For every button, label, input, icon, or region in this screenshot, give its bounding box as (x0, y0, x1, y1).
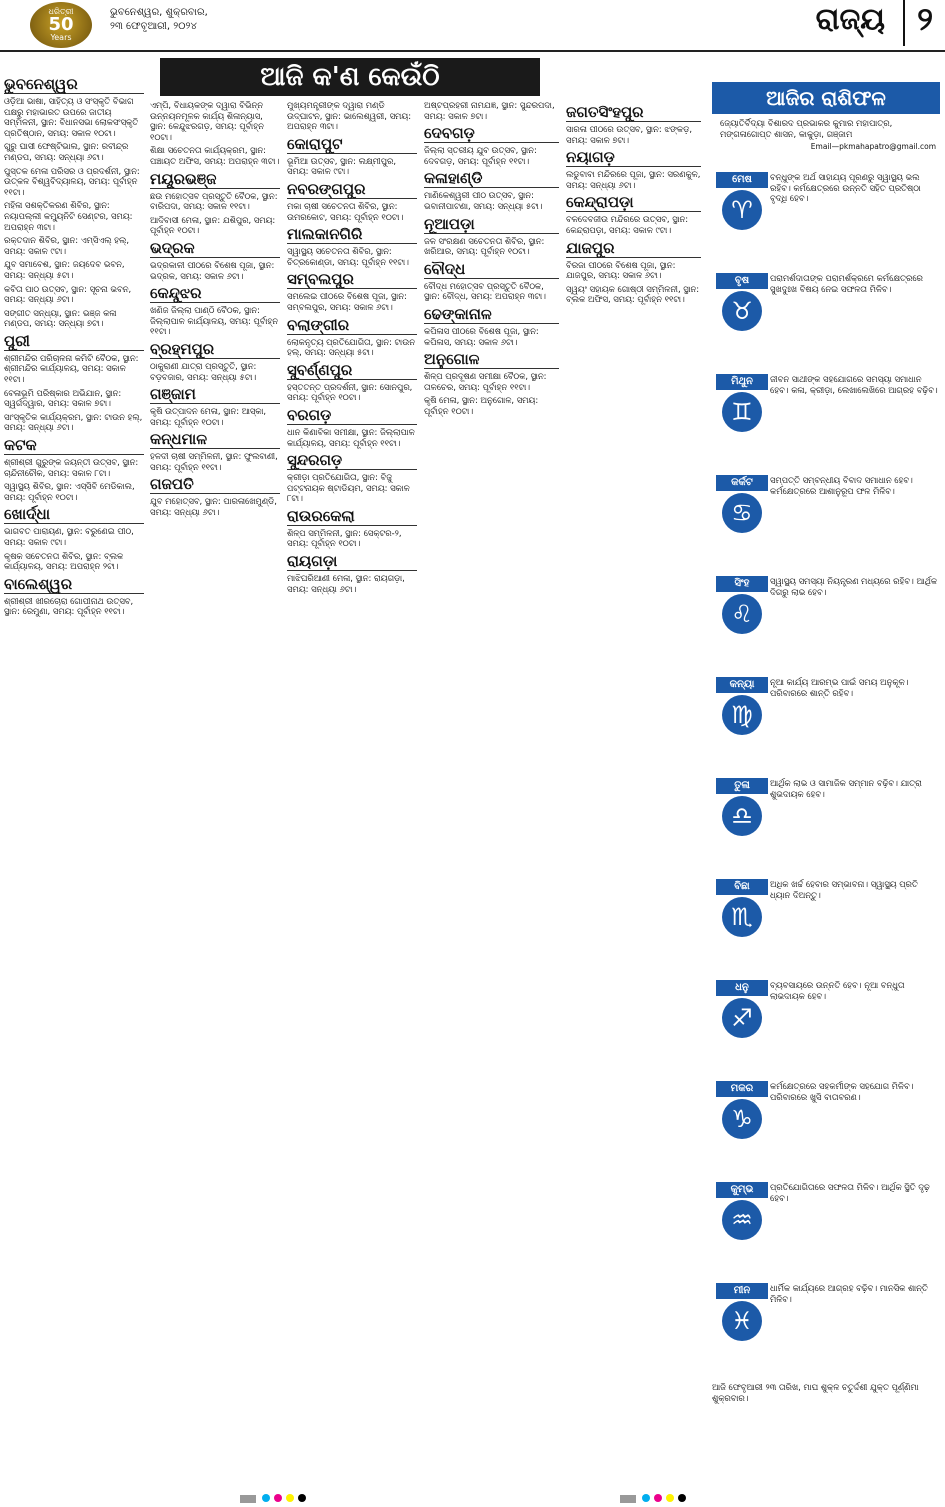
event-item: ସାରଳା ପୀଠରେ ଉତ୍ସବ, ସ୍ଥାନ: ଝଙ୍କଡ଼, ସମୟ: ସକାଳ ୭ଟା। (566, 124, 692, 145)
color-marks-right (620, 1488, 688, 1498)
district-heading: ପୁରୀ (4, 332, 144, 351)
events-banner: ଆଜି କ'ଣ କେଉଁଠି (160, 58, 540, 96)
cmyk-dot (298, 1494, 306, 1502)
event-item: ଜଳ ସଂରକ୍ଷଣ ସଚେତନତା ଶିବିର, ସ୍ଥାନ: ଖରିଆର, ସମୟ: ପୂର୍ବାହ୍ନ ୧୦ଟା। (424, 235, 545, 257)
sign-forecast: ସମ୍ପତ୍ତି ସମ୍ବନ୍ଧୀୟ ବିବାଦ ସମାଧାନ ହେବ। କର୍ମକ୍ଷେତ୍ରରେ ଆଶାନୁରୂପ ଫଳ ମିଳିବ। (770, 475, 913, 496)
horoscope-email: Email—pkmahapatro@gmail.com (810, 142, 936, 151)
cmyk-dot (262, 1494, 270, 1502)
cmyk-dot (678, 1494, 686, 1502)
event-item: ବିରଜା ପୀଠରେ ବିଶେଷ ପୂଜା, ସ୍ଥାନ: ଯାଜପୁର, ସମୟ: ସକାଳ ୬ଟା। (566, 259, 676, 281)
event-item: ହଳଦୀ ଚାଷୀ ସମ୍ମିଳନୀ, ସ୍ଥାନ: ଫୁଲବାଣୀ, ସମୟ: ପୂର୍ବାହ୍ନ ୧୧ଟା। (150, 451, 278, 472)
zodiac-icon: ♎ (722, 796, 762, 836)
event-item: କବିତା ପାଠ ଉତ୍ସବ, ସ୍ଥାନ: ସୂଚନା ଭବନ, ସମୟ: ସନ୍ଧ୍ୟା ୬ଟା। (4, 283, 132, 305)
registration-gray-mark (240, 1495, 256, 1503)
district-heading: ନୂଆପଡ଼ା (424, 215, 559, 234)
district-heading: କଟକ (4, 436, 144, 455)
event-item: ବୌଦ୍ଧ ମହୋତ୍ସବ ପ୍ରସ୍ତୁତି ବୈଠକ, ସ୍ଥାନ: ବୌଦ୍ଧ, ସମୟ: ଅପରାହ୍ନ ୩ଟା। (424, 280, 546, 302)
sign-forecast: ପ୍ରତିଯୋଗିତାରେ ସଫଳତା ମିଳିବ। ଆର୍ଥିକ ସ୍ଥିତି ଦୃଢ଼ ହେବ। (770, 1182, 930, 1203)
district-heading: ସମ୍ବଲପୁର (287, 270, 417, 289)
sign-forecast: ବନ୍ଧୁଙ୍କ ଅର୍ଥ ସାହାଯ୍ୟ ପୂରଣରୁ ସ୍ୱାସ୍ଥ୍ୟ ଭଲ ରହିବ। କର୍ମକ୍ଷେତ୍ରରେ ଉନ୍ନତି ସହିତ ପ୍ରତିଷ୍ଠା ବୃଦ୍ଧି ହେବ। (770, 172, 921, 204)
logo-years: 50 (48, 14, 74, 35)
district-heading: ଖୋର୍ଦ୍ଧା (4, 505, 144, 524)
district-heading: ଦେବଗଡ଼ (424, 124, 559, 143)
event-item: ଲୋକନୃତ୍ୟ ପ୍ରତିଯୋଗିତା, ସ୍ଥାନ: ଟାଉନ ହଲ୍, ସମୟ: ସନ୍ଧ୍ୟା ୫ଟା। (287, 336, 415, 358)
cmyk-dot (274, 1494, 282, 1502)
section-title: ରାଜ୍ୟ (815, 2, 885, 37)
zodiac-icon: ♒ (722, 1200, 762, 1240)
district-heading: ଗଞ୍ଜାମ (150, 385, 280, 404)
horoscope-sign (712, 172, 940, 266)
district-heading: କଳାହାଣ୍ଡି (424, 169, 559, 188)
zodiac-icon: ♉ (722, 291, 762, 331)
zodiac-icon: ♍ (722, 695, 762, 735)
event-item: ଶିଳ୍ପ ପ୍ରଦୂଷଣ ସମୀକ୍ଷା ବୈଠକ, ସ୍ଥାନ: ତାଳଚେର, ସମୟ: ପୂର୍ବାହ୍ନ ୧୧ଟା। (424, 371, 547, 392)
district-heading: ଢେଙ୍କାନାଳ (424, 305, 559, 324)
horoscope-sign (712, 778, 940, 872)
event-item: କୃଷି ଉତ୍ପାଦନ ମେଳା, ସ୍ଥାନ: ଆସ୍କା, ସମୟ: ପୂର୍ବାହ୍ନ ୧୦ଟା। (150, 406, 267, 427)
sign-label: ତୁଳା (716, 778, 768, 794)
district-heading: ବୌଦ୍ଧ (424, 260, 559, 279)
event-item: ମହିଳା ସଶକ୍ତିକରଣ ଶିବିର, ସ୍ଥାନ: ନୟାପଲ୍ଲୀ କମ୍ୟୁନିଟି ସେଣ୍ଟର, ସମୟ: ଅପରାହ୍ନ ୩ଟା। (4, 200, 133, 232)
horoscope-sign (712, 1182, 940, 1276)
event-item: ହସ୍ତତନ୍ତ ପ୍ରଦର୍ଶନୀ, ସ୍ଥାନ: ସୋନପୁର, ସମୟ: ପୂର୍ବାହ୍ନ ୧୦ଟା। (287, 381, 413, 403)
event-item: ଏମ୍‌ପି, ବିଧାୟକଙ୍କ ଦ୍ୱାରା ବିଭିନ୍ନ ଉନ୍ନୟନମୂଳକ କାର୍ଯ୍ୟ ଶିଳାନ୍ୟାସ, ସ୍ଥାନ: କେନ୍ଦୁଝରଗଡ଼, ସମୟ: ପୂର୍ବାହ୍ନ ୧୦ଟା। (150, 100, 264, 142)
panchang-text: ଆଜି ଫେବୃଆରୀ ୨୩ ତାରିଖ, ମାଘ ଶୁକ୍ଳ ଚତୁର୍ଦ୍ଦଶୀ ଯୁକ୍ତ ପୂର୍ଣ୍ଣିମା ଶୁକ୍ରବାର। (712, 1382, 919, 1403)
sign-label: ମୀନ (716, 1283, 768, 1299)
horoscope-byline: ଜ୍ୟୋତିର୍ବିଦ୍ୟା ବିଶାରଦ ପ୍ରଭାକର କୁମାର ମହାପାତ୍ର, ମଙ୍ଗଳାଗୋପ୍ତ ଶାସନ, କାକୁଡ଼ା, ଗଞ୍ଜାମ (720, 118, 893, 139)
sign-label: କର୍କଟ (716, 475, 768, 491)
district-heading: ମାଲକାନଗିରି (287, 225, 417, 244)
event-item: ଖଣିଜ ଜିଲ୍ଲା ପାଣ୍ଠି ବୈଠକ, ସ୍ଥାନ: ଜିଲ୍ଲାପାଳ କାର୍ଯ୍ୟାଳୟ, ସମୟ: ପୂର୍ବାହ୍ନ ୧୧ଟା। (150, 305, 279, 337)
logo-years-label: Years (50, 33, 72, 42)
horoscope-sign (712, 1283, 940, 1377)
horoscope-sign (712, 273, 940, 367)
horoscope-title: ଆଜିର ରାଶିଫଳ (712, 82, 940, 114)
event-item: ମାଣିକେଶ୍ୱରୀ ପୀଠ ଉତ୍ସବ, ସ୍ଥାନ: ଭବାନୀପାଟଣା, ସମୟ: ସନ୍ଧ୍ୟା ୫ଟା। (424, 190, 543, 211)
district-heading: ସୁବର୍ଣ୍ଣପୁର (287, 361, 417, 380)
zodiac-icon: ♏ (722, 897, 762, 937)
event-item: ସଙ୍ଗୀତ ସନ୍ଧ୍ୟା, ସ୍ଥାନ: ଭଞ୍ଜ କଳା ମଣ୍ଡପ, ସମୟ: ସନ୍ଧ୍ୟା ୭ଟା। (4, 307, 117, 329)
sign-label: ବୃଷ (716, 273, 768, 289)
district-heading: ରାୟଗଡ଼ା (287, 552, 417, 571)
cmyk-dot (654, 1494, 662, 1502)
sign-forecast: ପରାମର୍ଶଦାତାଙ୍କ ପରାମର୍ଶକ୍ରମେ କର୍ମକ୍ଷେତ୍ରରେ ସୁଖଦୁଃଖ ବିଷୟ ନେଇ ସଫଳତା ମିଳିବ। (770, 273, 923, 294)
page-number: ୨ (903, 0, 933, 46)
event-item: ଭାଗବତ ପାରାୟଣ, ସ୍ଥାନ: ବରୁଣେଇ ପୀଠ, ସମୟ: ସକାଳ ୯ଟା। (4, 526, 134, 547)
event-item: ମାଝିଘରିଆଣୀ ମେଳା, ସ୍ଥାନ: ରାୟଗଡ଼ା, ସମୟ: ସନ୍ଧ୍ୟା ୬ଟା। (287, 573, 405, 594)
event-item: ଶିଳ୍ପ ସମ୍ମିଳନୀ, ସ୍ଥାନ: ସେକ୍ଟର-୨, ସମୟ: ପୂର୍ବାହ୍ନ ୧୦ଟା। (287, 527, 402, 549)
sign-label: ଧନୁ (716, 980, 768, 996)
horoscope-sign (712, 576, 940, 670)
dateline-place-day: ଭୁବନେଶ୍ୱର, ଶୁକ୍ରବାର, (110, 7, 208, 18)
district-heading: ବ୍ରହ୍ମପୁର (150, 340, 280, 359)
event-item: ଶ୍ରୀମନ୍ଦିର ପରିଚାଳନା କମିଟି ବୈଠକ, ସ୍ଥାନ: ଶ୍ରୀମନ୍ଦିର କାର୍ଯ୍ୟାଳୟ, ସମୟ: ସକାଳ ୧୧ଟା। (4, 352, 139, 385)
dateline (110, 6, 208, 34)
event-item: ବଳଦେବଜୀଉ ମନ୍ଦିରରେ ଉତ୍ସବ, ସ୍ଥାନ: କେନ୍ଦ୍ରାପଡ଼ା, ସମୟ: ସକାଳ ୯ଟା। (566, 214, 689, 235)
event-item: ରକ୍ତଦାନ ଶିବିର, ସ୍ଥାନ: ଏମ୍‌ସିଏଲ୍ ହଲ୍, ସମୟ: ସକାଳ ୯ଟା। (4, 235, 130, 256)
event-item: ସ୍ୱାସ୍ଥ୍ୟ ସଚେତନତା ଶିବିର, ସ୍ଥାନ: ଚିତ୍ରକୋଣ୍ଡା, ସମୟ: ପୂର୍ବାହ୍ନ ୧୧ଟା। (287, 246, 409, 267)
horoscope-sign (712, 980, 940, 1074)
event-item: ଗୁରୁ ଘାସୀ ଫେଷ୍ଟିଭାଲ, ସ୍ଥାନ: ରବୀନ୍ଦ୍ର ମଣ୍ଡପ, ସମୟ: ସନ୍ଧ୍ୟା ୬ଟା। (4, 141, 129, 162)
event-item: ଶ୍ରୀଶ୍ରୀ ଖୀରଚୋରା ଗୋପୀନାଥ ଉତ୍ସବ, ସ୍ଥାନ: ରେମୁଣା, ସମୟ: ପୂର୍ବାହ୍ନ ୧୧ଟା। (4, 595, 134, 617)
zodiac-icon: ♓ (722, 1301, 762, 1341)
sign-label: ବିଛା (716, 879, 768, 895)
dateline-date: ୨୩ ଫେବୃଆରୀ, ୨୦୨୪ (110, 21, 197, 32)
event-item: କପିଳାସ ପୀଠରେ ବିଶେଷ ପୂଜା, ସ୍ଥାନ: କପିଳାସ, ସମୟ: ସକାଳ ୬ଟା। (424, 325, 539, 347)
district-heading: ନୟାଗଡ଼ (566, 148, 701, 167)
event-item: ଲଡୁବାବା ମନ୍ଦିରରେ ପୂଜା, ସ୍ଥାନ: ସରଣକୁଳ, ସମୟ: ସନ୍ଧ୍ୟା ୬ଟା। (566, 169, 701, 190)
event-item: ଭୂମିଆ ଉତ୍ସବ, ସ୍ଥାନ: ଲକ୍ଷ୍ମୀପୁର, ସମୟ: ସକାଳ ୯ଟା। (287, 155, 396, 177)
zodiac-icon: ♐ (722, 998, 762, 1038)
cmyk-dot (666, 1494, 674, 1502)
events-column-2 (150, 100, 280, 1487)
events-column-4 (424, 100, 559, 1487)
zodiac-icon: ♈ (722, 190, 762, 230)
event-item: ଠାକୁରାଣୀ ଯାତ୍ରା ପ୍ରସ୍ତୁତି, ସ୍ଥାନ: ବଡ଼ବଜାର, ସମୟ: ସନ୍ଧ୍ୟା ୫ଟା। (150, 360, 257, 382)
sign-label: ସିଂହ (716, 576, 768, 592)
district-heading: କୋରାପୁଟ (287, 135, 417, 154)
event-item: ପୁସ୍ତକ ମେଳା ପରିସର ଓ ପ୍ରଦର୍ଶନୀ, ସ୍ଥାନ: ଉତ୍କଳ ବିଶ୍ୱବିଦ୍ୟାଳୟ, ସମୟ: ପୂର୍ବାହ୍ନ ୧୧ଟା। (4, 165, 140, 197)
sign-forecast: ନୂଆ କାର୍ଯ୍ୟ ଆରମ୍ଭ ପାଇଁ ସମୟ ଅନୁକୂଳ। ପରିବାରରେ ଶାନ୍ତି ରହିବ। (770, 677, 909, 698)
color-marks-left (240, 1488, 308, 1498)
event-item: ବେଳାଭୂମି ପରିଷ୍କାର ଅଭିଯାନ, ସ୍ଥାନ: ସ୍ୱର୍ଗଦ୍ୱାର, ସମୟ: ସକାଳ ୭ଟା। (4, 387, 122, 409)
event-item: କୃଷକ ସଚେତନତା ଶିବିର, ସ୍ଥାନ: ବ୍ଲକ କାର୍ଯ୍ୟାଳୟ, ସମୟ: ଅପରାହ୍ନ ୨ଟା। (4, 550, 124, 572)
event-item: ଧାନ କିଣାବିକା ସମୀକ୍ଷା, ସ୍ଥାନ: ଜିଲ୍ଲାପାଳ କାର୍ଯ୍ୟାଳୟ, ସମୟ: ପୂର୍ବାହ୍ନ ୧୧ଟା। (287, 426, 415, 448)
sign-forecast: ଆର୍ଥିକ ଲାଭ ଓ ସାମାଜିକ ସମ୍ମାନ ବଢ଼ିବ। ଯାତ୍ରା ଶୁଭଦାୟକ ହେବ। (770, 778, 922, 799)
district-heading: ବଲାଙ୍ଗୀର (287, 316, 417, 335)
logo-text: ଧରିତ୍ରୀ (48, 7, 74, 16)
district-heading: ଭୁବନେଶ୍ୱର (4, 75, 144, 94)
district-heading: ମୟୂରଭଞ୍ଜ (150, 170, 280, 189)
district-heading: ନବରଙ୍ଗପୁର (287, 180, 417, 199)
district-heading: ଯାଜପୁର (566, 239, 701, 258)
event-item: ଓଡ଼ିଆ ଭାଷା, ସାହିତ୍ୟ ଓ ସଂସ୍କୃତି ବିଭାଗ ପକ୍ଷରୁ ମହାଭାରତ ଉପରେ ଜାତୀୟ ସମ୍ମିଳନୀ, ସ୍ଥାନ: ବିଧାନସଭା ଲୋକସଂସ୍କୃତି ପ୍ରତିଷ୍ଠାନ, ସମୟ: ସକାଳ ୧୦ଟା। (4, 96, 139, 138)
event-item: ସମଲେଇ ପୀଠରେ ବିଶେଷ ପୂଜା, ସ୍ଥାନ: ସମ୍ବଲପୁର, ସମୟ: ସକାଳ ୬ଟା। (287, 291, 407, 312)
horoscope-panel (712, 82, 940, 1487)
sign-forecast: ଜୀବନ ସାଥୀଙ୍କ ସହଯୋଗରେ ସମସ୍ୟା ସମାଧାନ ହେବ। କଳା, କ୍ରୀଡ଼ା, ଲେଖାଲେଖିରେ ଆଗ୍ରହ ବଢ଼ିବ। (770, 374, 938, 395)
horoscope-sign (712, 475, 940, 569)
event-item: ମକା ଚାଷୀ ସଚେତନତା ଶିବିର, ସ୍ଥାନ: ଉମରକୋଟ, ସମୟ: ପୂର୍ବାହ୍ନ ୧୦ଟା। (287, 200, 404, 222)
district-heading: ବାଲେଶ୍ୱର (4, 575, 144, 594)
event-item: ସାଂସ୍କୃତିକ କାର୍ଯ୍ୟକ୍ରମ, ସ୍ଥାନ: ଟାଉନ ହଲ୍, ସମୟ: ସନ୍ଧ୍ୟା ୬ଟା। (4, 411, 143, 433)
sign-label: ମେଷ (716, 172, 768, 188)
sign-forecast: ଧାର୍ମିକ କାର୍ଯ୍ୟରେ ଆଗ୍ରହ ବଢ଼ିବ। ମାନସିକ ଶାନ୍ତି ମିଳିବ। (770, 1283, 928, 1304)
sign-label: କନ୍ୟା (716, 677, 768, 693)
district-heading: ରାଉରକେଲା (287, 507, 417, 526)
district-heading: ସୁନ୍ଦରଗଡ଼ (287, 451, 417, 470)
event-item: ଯୁବ ସମାବେଶ, ସ୍ଥାନ: ଜୟଦେବ ଭବନ, ସମୟ: ସନ୍ଧ୍ୟା ୫ଟା। (4, 259, 125, 280)
horoscope-sign (712, 879, 940, 973)
zodiac-icon: ♑ (722, 1099, 762, 1139)
event-item: ଯୁବ ମହୋତ୍ସବ, ସ୍ଥାନ: ପାରଳାଖେମୁଣ୍ଡି, ସମୟ: ସନ୍ଧ୍ୟା ୬ଟା। (150, 496, 277, 518)
event-item: କ୍ରୀଡ଼ା ପ୍ରତିଯୋଗିତା, ସ୍ଥାନ: ବିଜୁ ପଟ୍ଟନାୟକ ଷ୍ଟାଡିୟମ, ସମୟ: ସକାଳ ୮ଟା। (287, 472, 410, 504)
event-item: ସ୍ୱାସ୍ଥ୍ୟ ଶିବିର, ସ୍ଥାନ: ଏସ୍‌ସିବି ମେଡିକାଲ, ସମୟ: ପୂର୍ବାହ୍ନ ୧୦ଟା। (4, 481, 135, 502)
horoscope-sign (712, 1081, 940, 1175)
zodiac-icon: ♋ (722, 493, 762, 533)
district-heading: କନ୍ଧମାଳ (150, 430, 280, 449)
event-item: ଭଦ୍ରକାଳୀ ପୀଠରେ ବିଶେଷ ପୂଜା, ସ୍ଥାନ: ଭଦ୍ରକ, ସମୟ: ସକାଳ ୬ଟା। (150, 259, 275, 281)
sign-forecast: ଅଧିକ ଖର୍ଚ୍ଚ ହେବାର ସମ୍ଭାବନା। ସ୍ୱାସ୍ଥ୍ୟ ପ୍ରତି ଧ୍ୟାନ ଦିଅନ୍ତୁ। (770, 879, 918, 900)
event-item: ଅଷ୍ଟପ୍ରହରୀ ନାମଯଜ୍ଞ, ସ୍ଥାନ: ସୁନ୍ଦରପଦା, ସମୟ: ସକାଳ ୭ଟା। (424, 100, 555, 121)
masthead (0, 0, 945, 52)
event-item: ସ୍ୱୟଂ ସହାୟକ ଗୋଷ୍ଠୀ ସମ୍ମିଳନୀ, ସ୍ଥାନ: ବ୍ଲକ ଅଫିସ, ସମୟ: ପୂର୍ବାହ୍ନ ୧୧ଟା। (566, 283, 700, 305)
events-column-3 (287, 100, 417, 1487)
events-column-1 (4, 72, 144, 1487)
newspaper-logo (30, 2, 92, 48)
cmyk-dot (642, 1494, 650, 1502)
event-item: ଶ୍ରୀଶ୍ରୀ ଗୁରୁଙ୍କ ଜୟନ୍ତୀ ଉତ୍ସବ, ସ୍ଥାନ: ଚାନ୍ଦିନୀଚୌକ, ସମୟ: ସକାଳ ୮ଟା। (4, 457, 139, 478)
sign-forecast: କର୍ମକ୍ଷେତ୍ରରେ ସହକର୍ମୀଙ୍କ ସହଯୋଗ ମିଳିବ। ପରିବାରରେ ଖୁସି ବାତାବରଣ। (770, 1081, 914, 1102)
event-item: ଛଉ ମହୋତ୍ସବ ପ୍ରସ୍ତୁତି ବୈଠକ, ସ୍ଥାନ: ବାରିପଦା, ସମୟ: ସକାଳ ୧୧ଟା। (150, 190, 278, 212)
event-item: ଶିକ୍ଷା ସଚେତନତା କାର୍ଯ୍ୟକ୍ରମ, ସ୍ଥାନ: ପଞ୍ଚାୟତ ଅଫିସ, ସମୟ: ଅପରାହ୍ନ ୩ଟା। (150, 145, 280, 166)
district-heading: କେନ୍ଦ୍ରାପଡ଼ା (566, 193, 701, 212)
district-heading: ଜଗତସିଂହପୁର (566, 103, 701, 122)
sign-forecast: ବ୍ୟବସାୟରେ ଉନ୍ନତି ହେବ। ନୂଆ ବନ୍ଧୁତା ଲାଭଦାୟକ ହେବ। (770, 980, 905, 1001)
district-heading: ଭଦ୍ରକ (150, 239, 280, 258)
sign-label: ମିଥୁନ (716, 374, 768, 390)
event-item: କୃଷି ମେଳା, ସ୍ଥାନ: ଅନୁଗୋଳ, ସମୟ: ପୂର୍ବାହ୍ନ ୧୦ଟା। (424, 395, 539, 416)
event-item: ମୁଖ୍ୟମନ୍ତ୍ରୀଙ୍କ ଦ୍ୱାରା ମଣ୍ଡି ଉଦ୍‌ଘାଟନ, ସ୍ଥାନ: ଭାଲେଶ୍ୱରୀ, ସମୟ: ଅପରାହ୍ନ ୩ଟା। (287, 100, 412, 132)
sign-label: ମକର (716, 1081, 768, 1097)
sign-forecast: ସ୍ୱାସ୍ଥ୍ୟ ସମସ୍ୟା ନିୟନ୍ତ୍ରଣ ମଧ୍ୟରେ ରହିବ। ଆର୍ଥିକ ଦିଗରୁ ଲାଭ ହେବ। (770, 576, 938, 597)
cmyk-dot (286, 1494, 294, 1502)
event-item: ଆଦିବାସୀ ମେଳା, ସ୍ଥାନ: ଯଶିପୁର, ସମୟ: ପୂର୍ବାହ୍ନ ୧୦ଟା। (150, 214, 276, 236)
print-color-marks (0, 1488, 945, 1498)
district-heading: କେନ୍ଦୁଝର (150, 284, 280, 303)
district-heading: ବରଗଡ଼ (287, 406, 417, 425)
events-column-5 (566, 100, 701, 1487)
registration-gray-mark (620, 1495, 636, 1503)
zodiac-icon: ♌ (722, 594, 762, 634)
sign-label: କୁମ୍ଭ (716, 1182, 768, 1198)
district-heading: ଅନୁଗୋଳ (424, 350, 559, 369)
horoscope-sign (712, 374, 940, 468)
horoscope-sign (712, 677, 940, 771)
event-item: ଜିଲ୍ଲା ସ୍ତରୀୟ ଯୁବ ଉତ୍ସବ, ସ୍ଥାନ: ଦେବଗଡ଼, ସମୟ: ପୂର୍ବାହ୍ନ ୧୧ଟା। (424, 145, 537, 166)
zodiac-icon: ♊ (722, 392, 762, 432)
district-heading: ଗଜପତି (150, 475, 280, 494)
